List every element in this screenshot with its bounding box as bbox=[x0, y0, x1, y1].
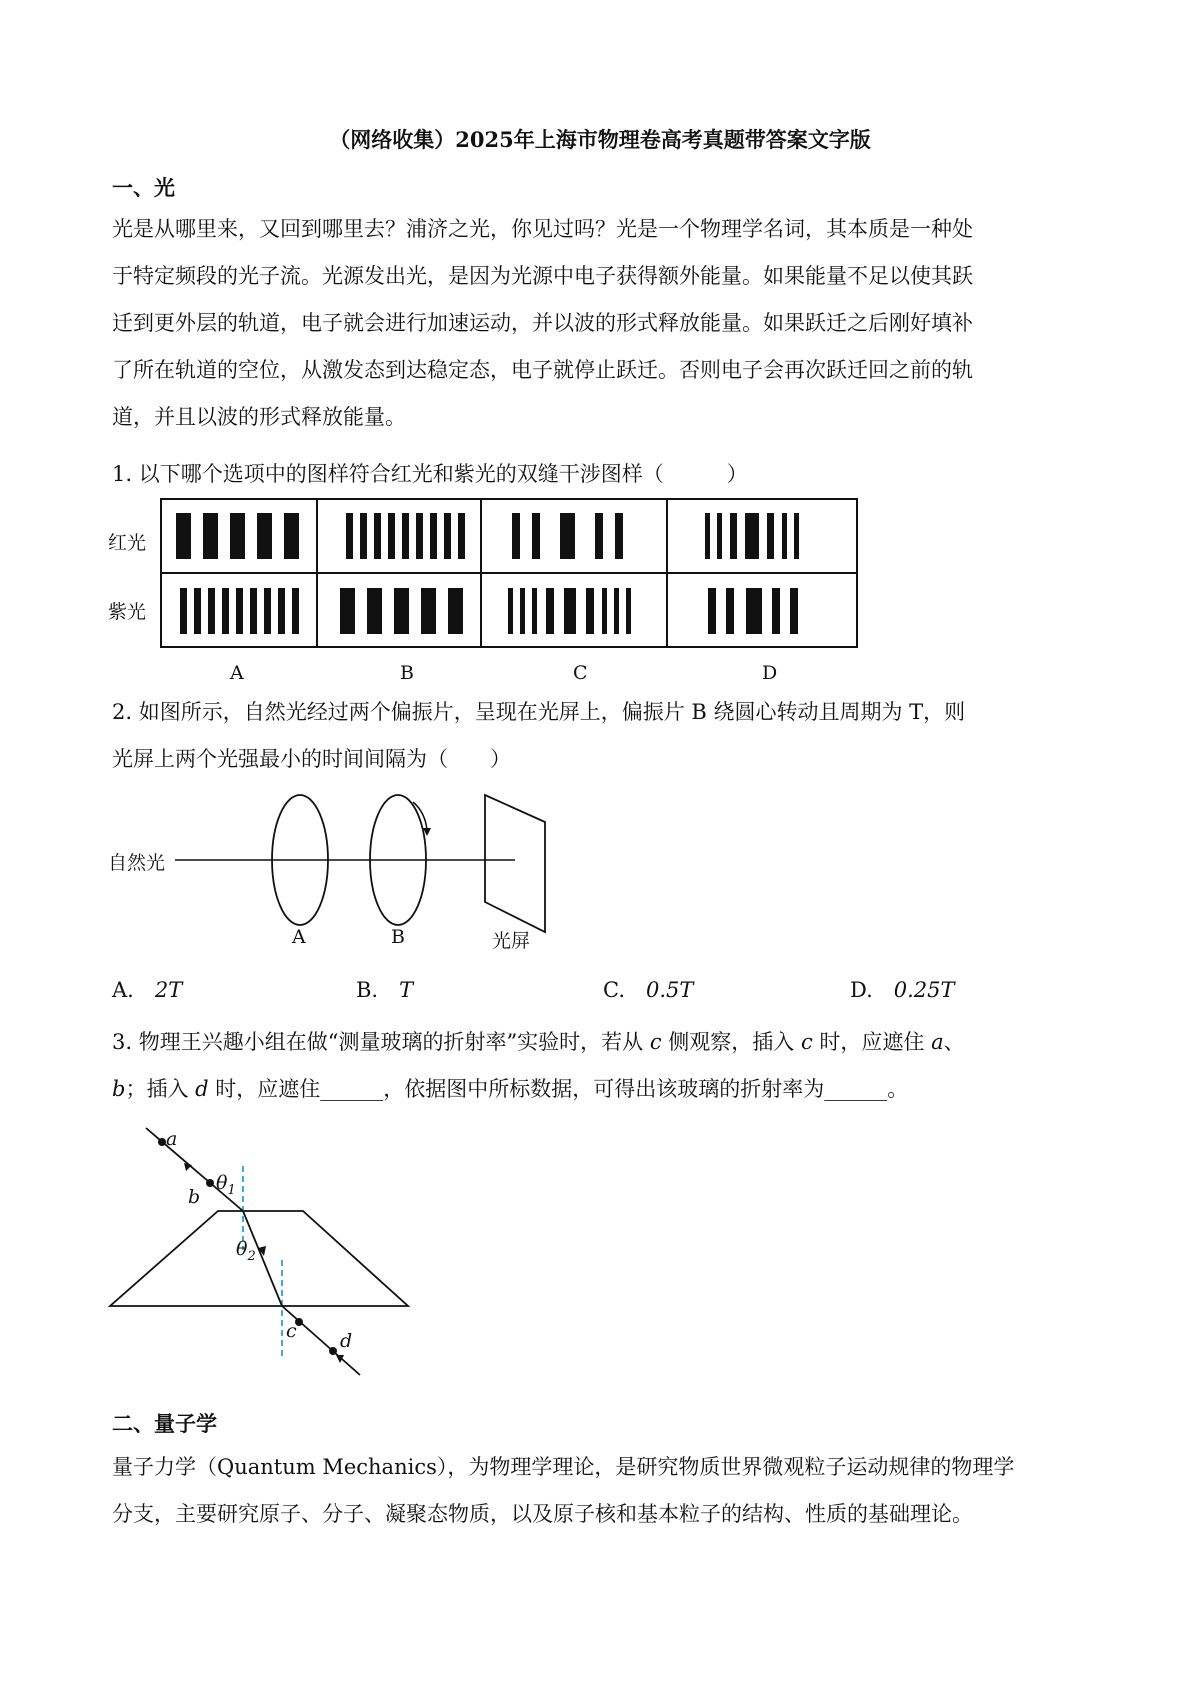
section-heading-light: 一、光 bbox=[112, 175, 175, 200]
question-2-stem-line2: 光屏上两个光强最小的时间间隔为（ ） bbox=[112, 747, 511, 771]
refraction-diagram bbox=[108, 1120, 418, 1380]
interference-pattern-grid bbox=[160, 498, 860, 650]
intro-line: 了所在轨道的空位，从激发态到达稳定态，电子就停止跃迁。否则电子会再次跃迁回之前的轨 bbox=[112, 358, 973, 382]
screen-label: 光屏 bbox=[492, 930, 531, 952]
option-label-a: A bbox=[230, 662, 244, 684]
pattern-d-violet bbox=[708, 588, 798, 634]
angle-theta2-label: $\theta_2$ bbox=[236, 1238, 256, 1264]
intro-line: 于特定频段的光子流。光源发出光，是因为光源中电子获得额外能量。如果能量不足以使其跃 bbox=[112, 264, 973, 288]
choice-c[interactable]: C. 0.5T bbox=[603, 978, 694, 1002]
angle-theta1-label: $\theta_1$ bbox=[216, 1172, 236, 1198]
choice-d[interactable]: D. 0.25T bbox=[850, 978, 955, 1002]
polarizer-b-label: B bbox=[391, 926, 405, 948]
intro-line: 迁到更外层的轨道，电子就会进行加速运动，并以波的形式释放能量。如果跃迁之后刚好填补 bbox=[112, 311, 973, 335]
row-label-violet: 紫光 bbox=[108, 601, 147, 623]
pin-c-label: c bbox=[286, 1320, 297, 1342]
question-3-stem-line1: 3. 物理王兴趣小组在做“测量玻璃的折射率”实验时，若从 c 侧观察，插入 c 时，应遮住 a、 bbox=[112, 1030, 965, 1054]
pattern-c-violet bbox=[508, 588, 631, 634]
intro-line: 分支，主要研究原子、分子、凝聚态物质，以及原子核和基本粒子的结构、性质的基础理论。 bbox=[112, 1502, 973, 1526]
page-title: （网络收集）2025年上海市物理卷高考真题带答案文字版 bbox=[329, 127, 871, 152]
choice-a[interactable]: A. 2T bbox=[112, 978, 183, 1002]
pattern-a-violet bbox=[180, 588, 299, 634]
question-1-stem: 1. 以下哪个选项中的图样符合红光和紫光的双缝干涉图样（ ） bbox=[112, 462, 748, 486]
option-label-b: B bbox=[400, 662, 414, 684]
intro-line: 量子力学（Quantum Mechanics），为物理学理论，是研究物质世界微观粒子运动规律的物理学 bbox=[112, 1455, 1015, 1479]
question-2-stem-line1: 2. 如图所示，自然光经过两个偏振片，呈现在光屏上，偏振片 B 绕圆心转动且周期为 T，则 bbox=[112, 700, 966, 724]
option-label-c: C bbox=[573, 662, 588, 684]
option-label-d: D bbox=[762, 662, 778, 684]
pin-a-label: a bbox=[166, 1128, 178, 1150]
intro-line: 光是从哪里来，又回到哪里去？浦济之光，你见过吗？光是一个物理学名词，其本质是一种处 bbox=[112, 217, 973, 241]
natural-light-label: 自然光 bbox=[108, 852, 166, 874]
polarizer-a-label: A bbox=[292, 926, 306, 948]
polarizer-diagram bbox=[175, 790, 565, 940]
pattern-d-red bbox=[705, 513, 799, 559]
pattern-a-red bbox=[176, 513, 299, 559]
pattern-b-violet bbox=[340, 588, 463, 634]
pin-b-label: b bbox=[188, 1186, 201, 1208]
section-intro-light bbox=[112, 206, 1102, 441]
section-intro-quantum bbox=[112, 1444, 1102, 1538]
row-label-red: 红光 bbox=[108, 532, 147, 554]
pattern-c-red bbox=[512, 513, 623, 559]
pattern-b-red bbox=[346, 513, 465, 559]
pin-d-label: d bbox=[340, 1330, 353, 1352]
section-heading-quantum: 二、量子学 bbox=[112, 1411, 217, 1436]
question-3-stem-line2: b；插入 d 时，应遮住______，依据图中所标数据，可得出该玻璃的折射率为______。 bbox=[112, 1077, 909, 1101]
choice-b[interactable]: B. T bbox=[356, 978, 414, 1002]
intro-line: 道，并且以波的形式释放能量。 bbox=[112, 405, 406, 429]
